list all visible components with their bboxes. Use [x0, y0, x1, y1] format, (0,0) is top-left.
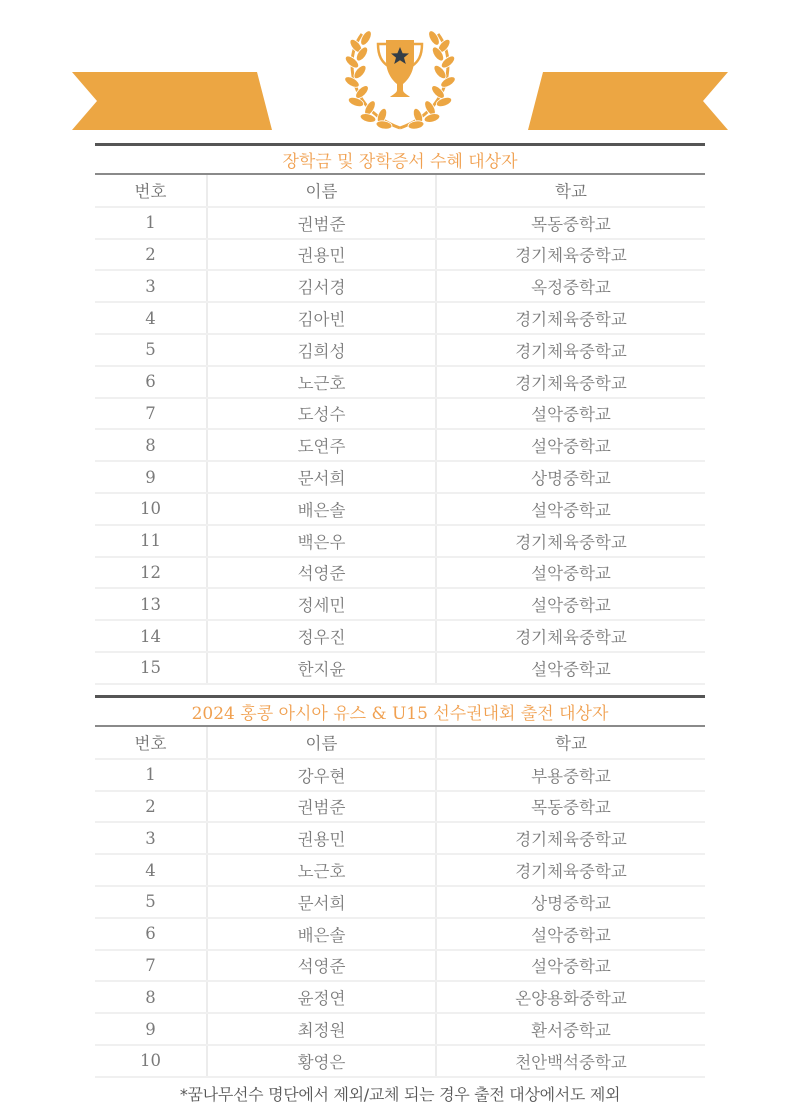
table-row — [95, 620, 705, 652]
cell-name: 정우진 — [207, 620, 436, 652]
table-row — [95, 854, 705, 886]
cell-name: 정세민 — [207, 588, 436, 620]
footer-note: *꿈나무선수 명단에서 제외/교체 되는 경우 출전 대상에서도 제외 — [179, 1085, 621, 1104]
cell-school: 설악중학교 — [436, 557, 705, 589]
cell-number: 2 — [95, 239, 207, 271]
table-row — [95, 207, 705, 239]
cell-name: 강우현 — [207, 759, 436, 791]
cell-number: 13 — [95, 588, 207, 620]
cell-school: 설악중학교 — [436, 429, 705, 461]
cell-name: 문서희 — [207, 461, 436, 493]
cell-school: 경기체육중학교 — [436, 302, 705, 334]
table-row — [95, 791, 705, 823]
cell-name: 노근호 — [207, 854, 436, 886]
cell-name: 백은우 — [207, 525, 436, 557]
cell-school: 온양용화중학교 — [436, 981, 705, 1013]
championship-table — [95, 695, 705, 1078]
cell-school: 경기체육중학교 — [436, 822, 705, 854]
cell-number: 10 — [95, 493, 207, 525]
cell-school: 설악중학교 — [436, 950, 705, 982]
cell-school: 부용중학교 — [436, 759, 705, 791]
cell-number: 4 — [95, 854, 207, 886]
table-row — [95, 366, 705, 398]
table-row — [95, 886, 705, 918]
cell-name: 권범준 — [207, 791, 436, 823]
cell-school: 경기체육중학교 — [436, 854, 705, 886]
ribbon-right — [528, 72, 728, 130]
table-header-row — [95, 175, 705, 207]
cell-number: 4 — [95, 302, 207, 334]
table-row — [95, 239, 705, 271]
table-row — [95, 334, 705, 366]
cell-number: 12 — [95, 557, 207, 589]
cell-name: 윤정연 — [207, 981, 436, 1013]
cell-name: 권용민 — [207, 239, 436, 271]
column-header-number: 번호 — [95, 175, 207, 207]
cell-school: 천안백석중학교 — [436, 1045, 705, 1077]
column-header-name: 이름 — [207, 175, 436, 207]
column-header-number: 번호 — [95, 727, 207, 759]
data-table — [95, 727, 705, 1078]
cell-number: 6 — [95, 366, 207, 398]
cell-name: 문서희 — [207, 886, 436, 918]
cell-number: 3 — [95, 270, 207, 302]
table-row — [95, 822, 705, 854]
cell-number: 2 — [95, 791, 207, 823]
cell-school: 경기체육중학교 — [436, 366, 705, 398]
table-row — [95, 461, 705, 493]
table-row — [95, 588, 705, 620]
cell-school: 설악중학교 — [436, 918, 705, 950]
cell-school: 상명중학교 — [436, 886, 705, 918]
cell-school: 목동중학교 — [436, 791, 705, 823]
table-row — [95, 1013, 705, 1045]
table-header-row — [95, 727, 705, 759]
table-row — [95, 950, 705, 982]
table-title: 2024 홍콩 아시아 유스 & U15 선수권대회 출전 대상자 — [95, 695, 705, 727]
cell-school: 옥정중학교 — [436, 270, 705, 302]
cell-number: 5 — [95, 334, 207, 366]
trophy-with-laurel-icon — [343, 29, 457, 130]
cell-school: 경기체육중학교 — [436, 525, 705, 557]
cell-name: 김희성 — [207, 334, 436, 366]
cell-number: 5 — [95, 886, 207, 918]
cell-school: 설악중학교 — [436, 588, 705, 620]
cell-name: 도성수 — [207, 398, 436, 430]
cell-number: 9 — [95, 461, 207, 493]
cell-number: 9 — [95, 1013, 207, 1045]
cell-school: 목동중학교 — [436, 207, 705, 239]
cell-number: 7 — [95, 950, 207, 982]
cell-number: 8 — [95, 981, 207, 1013]
cell-school: 경기체육중학교 — [436, 334, 705, 366]
cell-name: 권범준 — [207, 207, 436, 239]
table-row — [95, 270, 705, 302]
cell-name: 노근호 — [207, 366, 436, 398]
cell-number: 6 — [95, 918, 207, 950]
table-title: 장학금 및 장학증서 수혜 대상자 — [95, 143, 705, 175]
cell-number: 8 — [95, 429, 207, 461]
table-row — [95, 525, 705, 557]
table-row — [95, 759, 705, 791]
data-table — [95, 175, 705, 685]
cell-number: 7 — [95, 398, 207, 430]
ribbon-left — [72, 72, 272, 130]
cell-name: 석영준 — [207, 557, 436, 589]
cell-name: 한지윤 — [207, 652, 436, 684]
cell-number: 1 — [95, 207, 207, 239]
cell-number: 14 — [95, 620, 207, 652]
cell-name: 도연주 — [207, 429, 436, 461]
scholarship-table — [95, 143, 705, 685]
table-row — [95, 918, 705, 950]
table-row — [95, 652, 705, 684]
cell-name: 김서경 — [207, 270, 436, 302]
cell-school: 설악중학교 — [436, 493, 705, 525]
table-row — [95, 398, 705, 430]
cell-school: 경기체육중학교 — [436, 620, 705, 652]
table-row — [95, 981, 705, 1013]
cell-school: 상명중학교 — [436, 461, 705, 493]
table-row — [95, 493, 705, 525]
cell-number: 15 — [95, 652, 207, 684]
column-header-name: 이름 — [207, 727, 436, 759]
table-row — [95, 429, 705, 461]
cell-name: 황영은 — [207, 1045, 436, 1077]
table-row — [95, 1045, 705, 1077]
cell-number: 10 — [95, 1045, 207, 1077]
column-header-school: 학교 — [436, 727, 705, 759]
table-row — [95, 557, 705, 589]
cell-name: 석영준 — [207, 950, 436, 982]
cell-name: 최정원 — [207, 1013, 436, 1045]
table-row — [95, 302, 705, 334]
cell-school: 경기체육중학교 — [436, 239, 705, 271]
header-banner — [0, 0, 800, 140]
cell-school: 환서중학교 — [436, 1013, 705, 1045]
cell-school: 설악중학교 — [436, 398, 705, 430]
column-header-school: 학교 — [436, 175, 705, 207]
cell-name: 김아빈 — [207, 302, 436, 334]
cell-school: 설악중학교 — [436, 652, 705, 684]
cell-number: 1 — [95, 759, 207, 791]
cell-name: 배은솔 — [207, 493, 436, 525]
cell-number: 11 — [95, 525, 207, 557]
cell-name: 배은솔 — [207, 918, 436, 950]
cell-name: 권용민 — [207, 822, 436, 854]
cell-number: 3 — [95, 822, 207, 854]
